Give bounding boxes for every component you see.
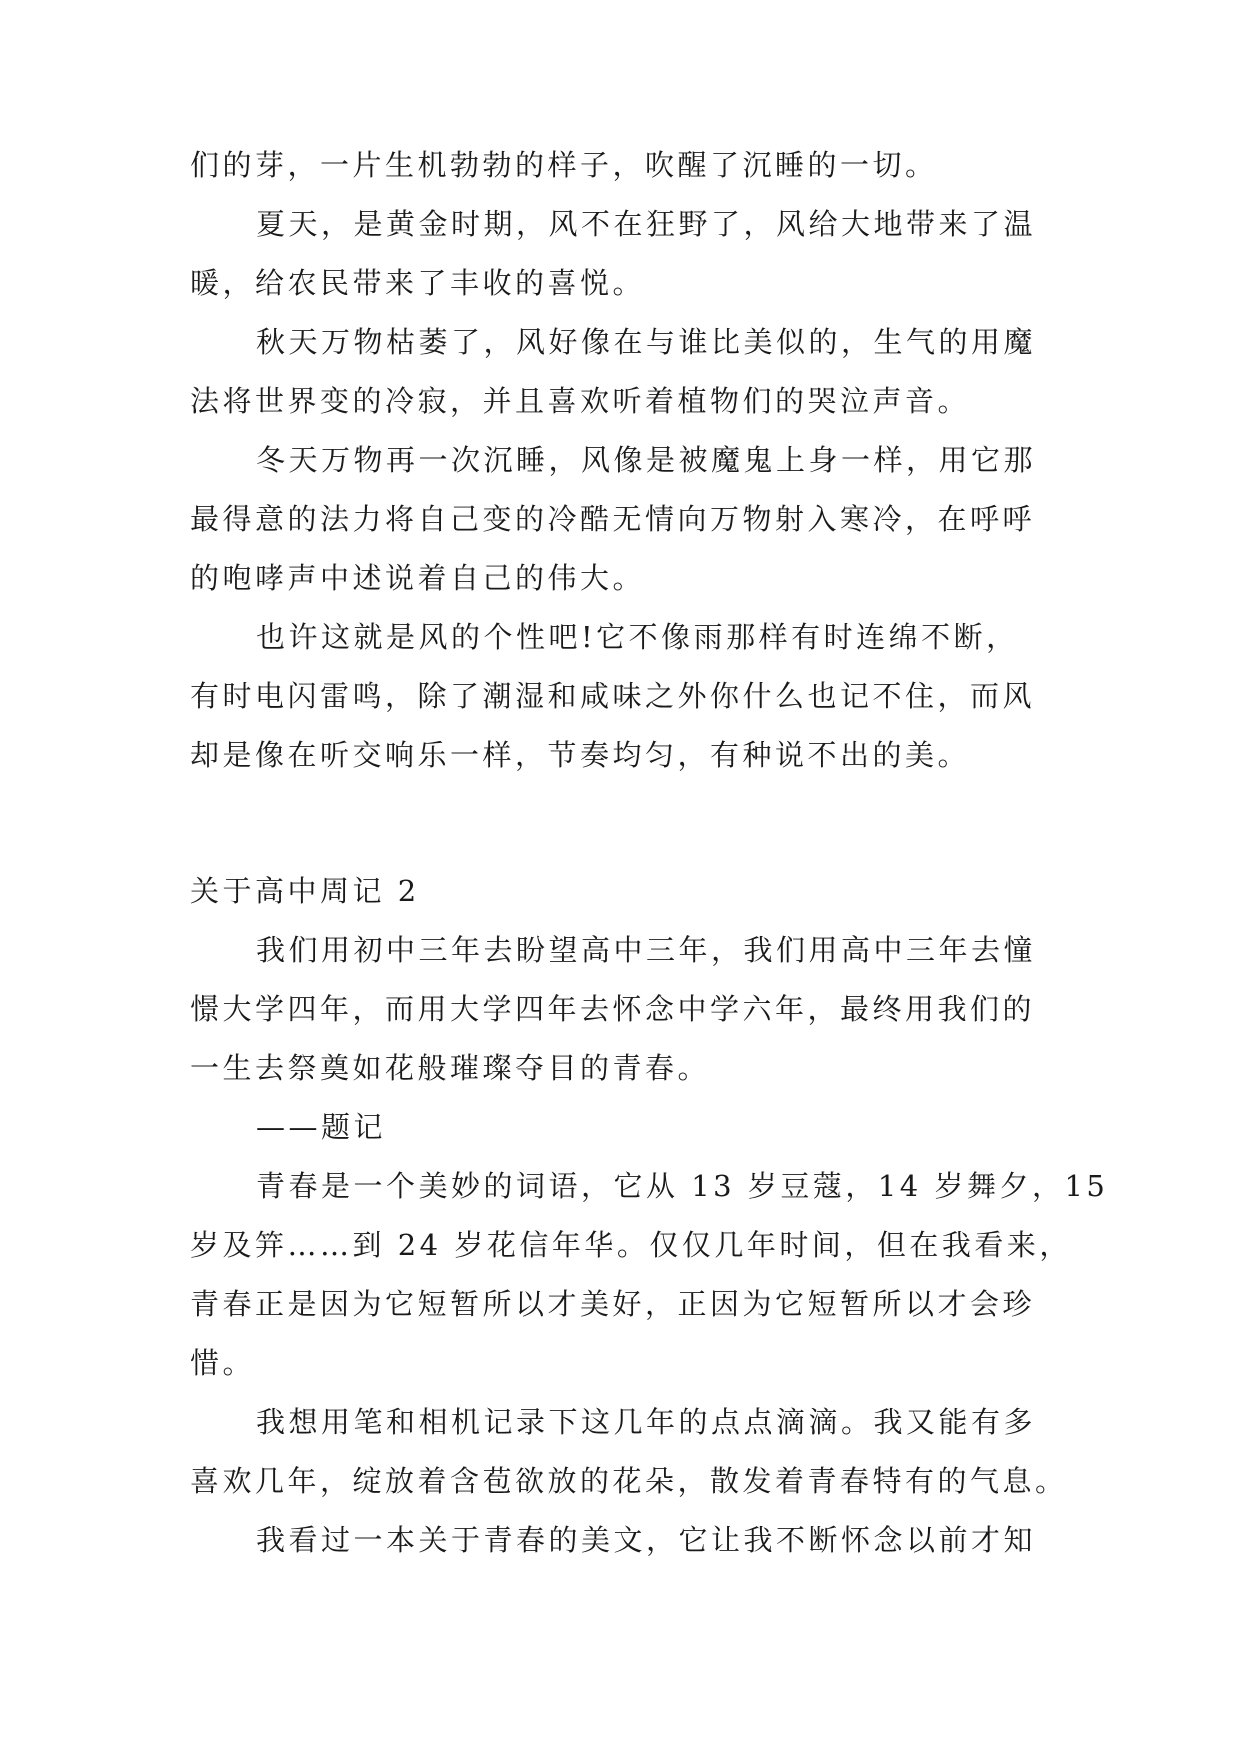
paragraph-line: 们的芽，一片生机勃勃的样子，吹醒了沉睡的一切。 bbox=[190, 148, 938, 182]
paragraph-line: 有时电闪雷鸣，除了潮湿和咸味之外你什么也记不住，而风 bbox=[190, 679, 1036, 713]
paragraph-line: 我们用初中三年去盼望高中三年，我们用高中三年去憧 bbox=[256, 933, 1037, 967]
paragraph-line: 最得意的法力将自己变的冷酷无情向万物射入寒冷，在呼呼 bbox=[190, 502, 1036, 536]
paragraph-line: 夏天，是黄金时期，风不在狂野了，风给大地带来了温 bbox=[256, 207, 1037, 241]
paragraph-line: 青春正是因为它短暂所以才美好，正因为它短暂所以才会珍 bbox=[190, 1287, 1036, 1321]
paragraph-line: 的咆哮声中述说着自己的伟大。 bbox=[190, 561, 646, 595]
paragraph-line: 岁及笄……到 24 岁花信年华。仅仅几年时间，但在我看来， bbox=[190, 1228, 1072, 1262]
paragraph-line: 惜。 bbox=[190, 1346, 256, 1380]
paragraph-line: 憬大学四年，而用大学四年去怀念中学六年，最终用我们的 bbox=[190, 992, 1036, 1026]
paragraph-line: 却是像在听交响乐一样，节奏均匀，有种说不出的美。 bbox=[190, 738, 971, 772]
paragraph-line: 冬天万物再一次沉睡，风像是被魔鬼上身一样，用它那 bbox=[256, 443, 1037, 477]
paragraph-line: 我看过一本关于青春的美文，它让我不断怀念以前才知 bbox=[256, 1523, 1037, 1557]
paragraph-line: 秋天万物枯萎了，风好像在与谁比美似的，生气的用魔 bbox=[256, 325, 1037, 359]
paragraph-line: 也许这就是风的个性吧!它不像雨那样有时连绵不断， bbox=[256, 620, 1019, 654]
paragraph-line: 法将世界变的冷寂，并且喜欢听着植物们的哭泣声音。 bbox=[190, 384, 971, 418]
paragraph-line: 暖，给农民带来了丰收的喜悦。 bbox=[190, 266, 646, 300]
section-1-body bbox=[190, 136, 1050, 785]
section-2-body bbox=[190, 921, 1109, 1570]
paragraph-line: 喜欢几年，绽放着含苞欲放的花朵，散发着青春特有的气息。 bbox=[190, 1464, 1068, 1498]
paragraph-line: 青春是一个美妙的词语，它从 13 岁豆蔻，14 岁舞夕，15 bbox=[256, 1169, 1109, 1203]
section-heading: 关于高中周记 2 bbox=[190, 874, 420, 908]
paragraph-line: 我想用笔和相机记录下这几年的点点滴滴。我又能有多 bbox=[256, 1405, 1037, 1439]
paragraph-line: 一生去祭奠如花般璀璨夺目的青春。 bbox=[190, 1051, 711, 1085]
epigraph-attribution: ——题记 bbox=[256, 1110, 387, 1144]
